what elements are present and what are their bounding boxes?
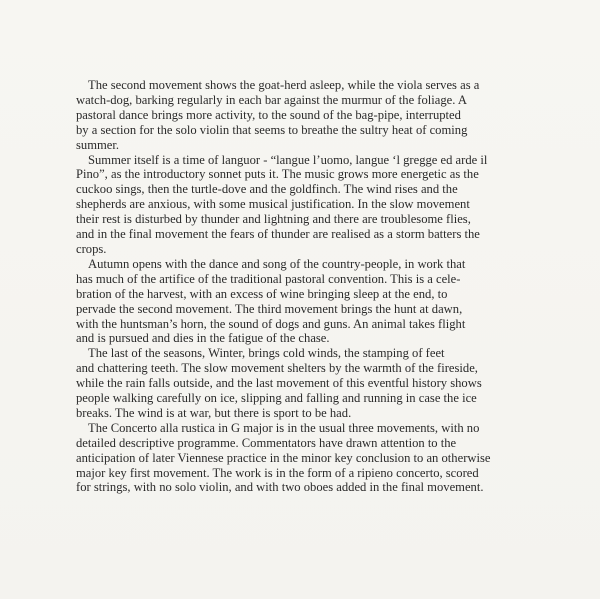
text-line: Summer itself is a time of languor - “langue l’uomo, langue ‘l gregge ed arde il (88, 152, 488, 167)
text-line: Pino”, as the introductory sonnet puts it. The music grows more energetic as the (76, 167, 479, 182)
text-line: and in the final movement the fears of thunder are realised as a storm batters the (76, 227, 480, 242)
paragraph-concerto-alla-rustica (76, 421, 568, 496)
paragraph-summer (76, 153, 568, 257)
text-line: major key first movement. The work is in the form of a ripieno concerto, scored (76, 465, 479, 480)
text-line: shepherds are anxious, with some musical justification. In the slow movement (76, 197, 470, 212)
text-line: for strings, with no solo violin, and with two oboes added in the final movement. (76, 480, 484, 495)
text-line: by a section for the solo violin that seems to breathe the sultry heat of coming (76, 122, 468, 137)
text-line: people walking carefully on ice, slipping and falling and running in case the ice (76, 391, 477, 406)
paragraph-autumn (76, 257, 568, 346)
text-line: The Concerto alla rustica in G major is in the usual three movements, with no (88, 420, 480, 435)
text-line: bration of the harvest, with an excess of wine bringing sleep at the end, to (76, 286, 448, 301)
body-text (76, 78, 568, 495)
text-line: The last of the seasons, Winter, brings cold winds, the stamping of feet (88, 346, 445, 361)
text-line: crops. (76, 241, 107, 256)
text-line: and chattering teeth. The slow movement shelters by the warmth of the fireside, (76, 361, 478, 376)
text-line: their rest is disturbed by thunder and lightning and there are troublesome flies, (76, 212, 471, 227)
text-line: detailed descriptive programme. Commentators have drawn attention to the (76, 435, 457, 450)
text-line: anticipation of later Viennese practice in the minor key conclusion to an otherwise (76, 450, 491, 465)
text-line: breaks. The wind is at war, but there is sport to be had. (76, 405, 352, 420)
text-line: summer. (76, 137, 120, 152)
text-line: pastoral dance brings more activity, to the sound of the bag-pipe, interrupted (76, 107, 461, 122)
text-line: Autumn opens with the dance and song of the country-people, in work that (88, 256, 466, 271)
text-line: The second movement shows the goat-herd asleep, while the viola serves as a (88, 78, 480, 92)
text-line: with the huntsman’s horn, the sound of dogs and guns. An animal takes flight (76, 316, 466, 331)
text-line: cuckoo sings, then the turtle-dove and the goldfinch. The wind rises and the (76, 182, 458, 197)
text-line: watch-dog, barking regularly in each bar against the murmur of the foliage. A (76, 92, 467, 107)
text-line: has much of the artifice of the traditional pastoral convention. This is a cele- (76, 271, 461, 286)
text-line: while the rain falls outside, and the last movement of this eventful history shows (76, 376, 482, 391)
paragraph-winter (76, 346, 568, 421)
text-line: pervade the second movement. The third movement brings the hunt at dawn, (76, 301, 463, 316)
paragraph-second-movement (76, 78, 568, 153)
text-line: and is pursued and dies in the fatigue of the chase. (76, 331, 330, 346)
